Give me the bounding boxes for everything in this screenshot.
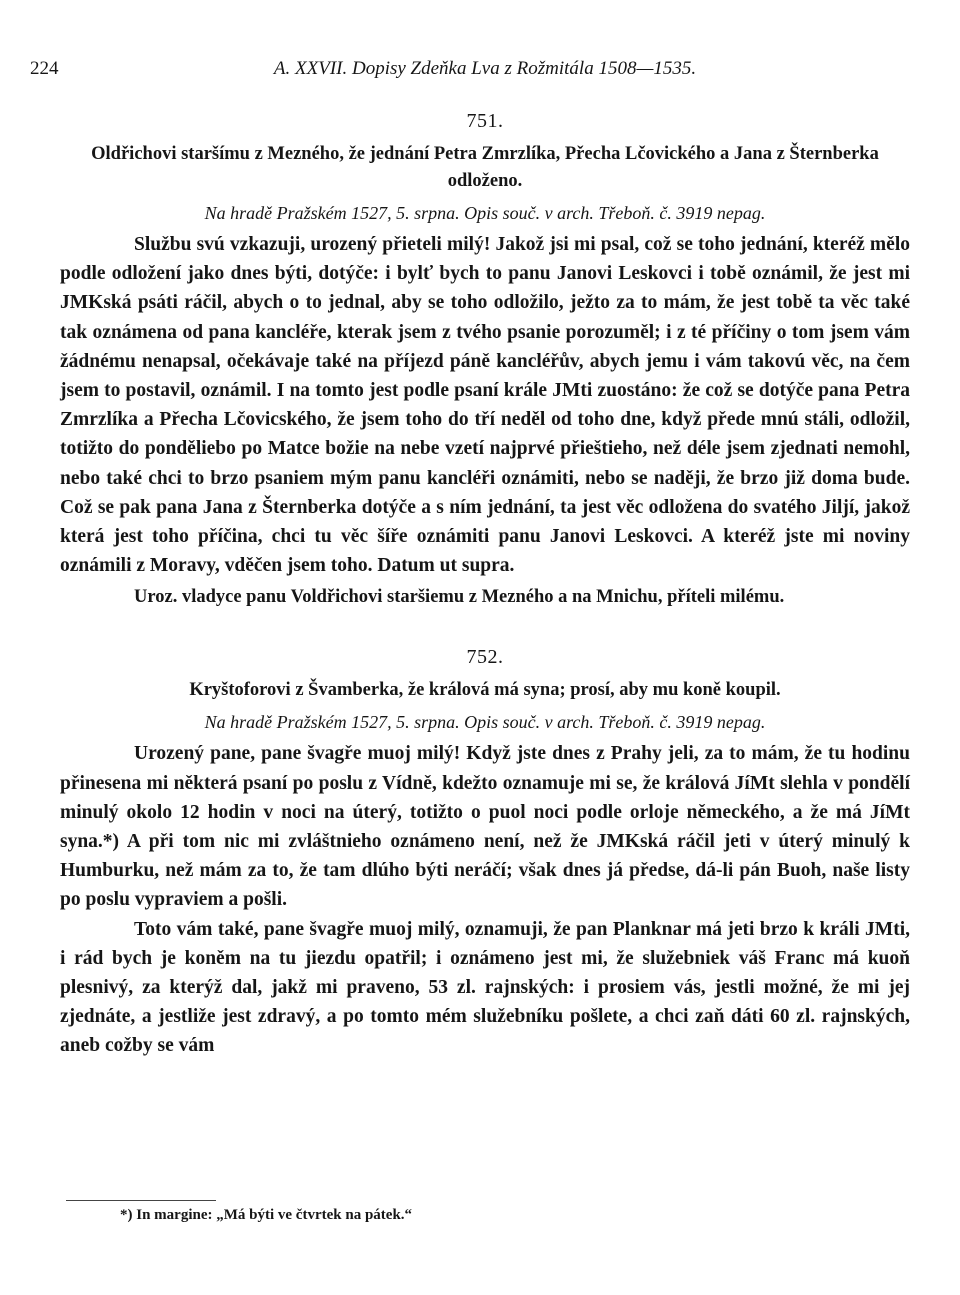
document-source: Na hradě Pražském 1527, 5. srpna. Opis souč. v arch. Třeboň. č. 3919 nepag. — [204, 203, 766, 223]
document-regest: Kryštoforovi z Švamberka, že králová má syna; prosí, aby mu koně koupil. — [189, 680, 781, 701]
document-number: 751. — [466, 110, 504, 132]
document-751 — [60, 110, 910, 612]
footnote: *) In margine: „Má býti ve čtvrtek na pátek.“ — [120, 1207, 413, 1223]
page-header — [30, 58, 910, 92]
body-paragraph: Toto vám také, pane švagře muoj milý, oznamuji, že pan Planknar má jeti brzo k králi JMti, i rád bych je koněm na tu jiezdu opatřil; i oznámeno jest mi, že služebniek váš Franc má kuoň plesnivý, za kterýž dal, jakž mi praveno, 53 zl. rajnských: i prosiem vás, jestli možné, že mi jej zjednáte, a jestliže jest zdravý, a po tomto mém služebníku pošlete, a chci zaň dáti 60 zl. rajnských, aneb cožby se vám — [60, 918, 910, 1057]
document-body — [60, 230, 910, 580]
page — [30, 58, 910, 1061]
document-source: Na hradě Pražském 1527, 5. srpna. Opis souč. v arch. Třeboň. č. 3919 nepag. — [204, 712, 766, 733]
body-paragraph: Službu svú vzkazuji, urozený přieteli milý! Jakož jsi mi psal, což se toho jednání, kteréž mělo podle odložení jako dnes býti, dotýče: i bylť bych to panu Janovi Leskovci i tobě oznámil, že jest mi JMKská psáti ráčil, abych o to jednal, aby se toho odložilo, ježto za to mám, že jest tobě ta věc také tak oznámena od pana kancléře, kterak jsem z tvého psanie porozuměl; i z té příčiny o tom jsem vám žádnému nenapsal, očekávaje také na příjezd páně kancléřův, abych jemu i vám takovú věc, na čem jsem to postavil, oznámil. I na tomto jest podle psaní krále JMti zuostáno: že což se dotýče pana Petra Zmrzlíka a Přecha Lčovicského, že jsem toho do tří neděl od toho dne, když přede mnú stáli, odložil, totižto do ponděliebo po Matce božie na nebe vzetí najprvé přieštieho, než déle jsem zjednati nemohl, nebo také chci to brzo psaniem mým panu kancléři oznámiti, nebo se naději, že brzo již doma bude. Což se pak pana Jana z Šternberka dotýče a s ním jednání, ta jest věc odložena do svatého Jiljí, jakož která jest toho příčina, chci tu věc šíře oznámiti panu Janovi Leskovci. A kteréž jste mi noviny oznámili z Moravy, vděčen jsem toho. Datum ut supra. — [60, 234, 910, 577]
body-paragraph: Urozený pane, pane švagře muoj milý! Když jste dnes z Prahy jeli, za to mám, že tu hodinu přinesena mi některá psaní po poslu z Vídně, kdežto oznamuje mi se, že králová JíMt slehla v pondělí minulý okolo 12 hodin v noci na úterý, totižto o puol noci podle orloje německého, a že má JíMt syna.*) A při tom nic mi zvláštnieho oznámeno není, než že JMKská ráčil jeti v úterý minulý k Humburku, než mám za to, že tam dlúho býti neráčí; však dnes já předse, dá-li pán Buoh, naše listy po poslu vypraviem a pošli. — [60, 743, 910, 911]
running-title: A. XXVII. Dopisy Zdeňka Lva z Rožmitála 1508—1535. — [273, 58, 697, 79]
footnote-rule — [66, 1200, 216, 1201]
document-address: Uroz. vladyce panu Voldřichovi staršiemu z Mezného a na Mnichu, příteli milému. — [134, 587, 785, 608]
document-regest: Oldřichovi staršímu z Mezného, že jednání Petra Zmrzlíka, Přecha Lčovického a Jana z Šternberka odloženo. — [91, 144, 879, 191]
document-body — [60, 739, 910, 1060]
document-752 — [60, 646, 910, 1060]
document-number: 752. — [466, 646, 504, 669]
page-number: 224 — [30, 58, 59, 79]
